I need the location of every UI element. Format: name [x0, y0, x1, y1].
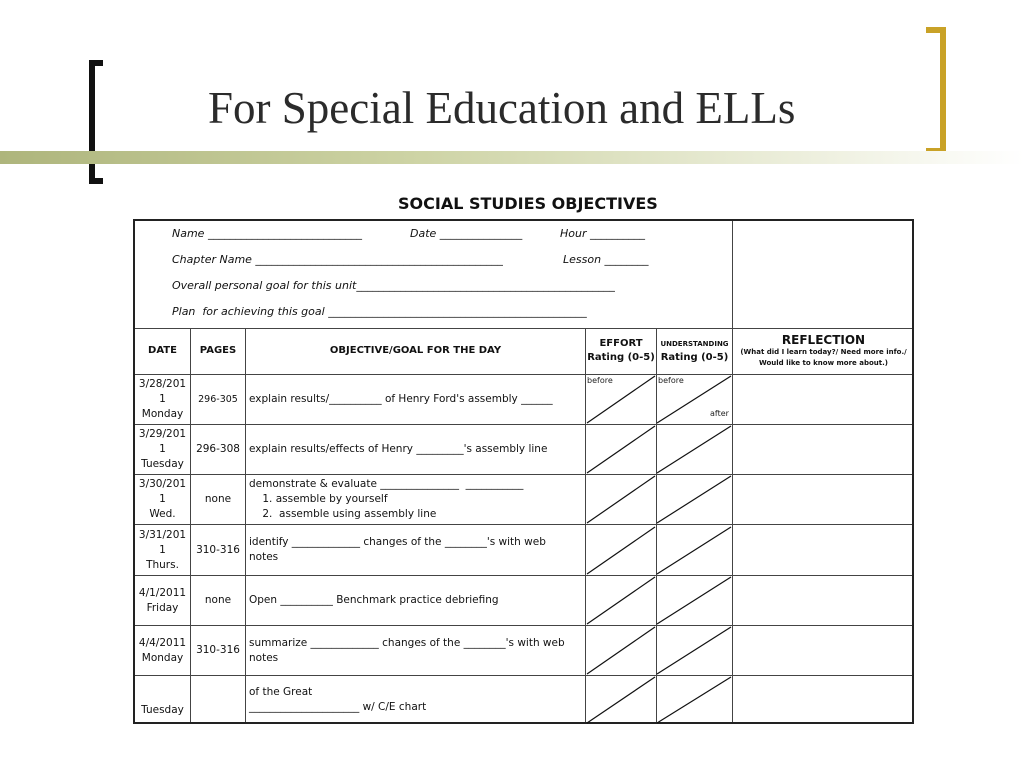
row-date: 4/4/2011 Monday [138, 636, 187, 664]
understanding-slash-4 [657, 527, 731, 574]
effort-slash-4 [587, 527, 655, 574]
row-objective: explain results/effects of Henry _________'s assembly line [249, 443, 548, 455]
column-header-objective: OBJECTIVE/GOAL FOR THE DAY [329, 345, 502, 356]
row-date: 3/29/201 1 Tuesday [138, 428, 187, 470]
effort-slash-7 [587, 677, 655, 723]
hour-field: Hour __________ [560, 227, 645, 240]
name-field: Name ____________________________ [172, 227, 362, 240]
column-header-effort: EFFORT Rating (0-5) [587, 338, 655, 363]
row-objective: summarize _____________ changes of the ________'s with web notes [249, 636, 565, 664]
row-objective: identify _____________ changes of the ________'s with web notes [249, 536, 546, 563]
left-bracket-decoration [89, 60, 103, 184]
understanding-rating: Rating (0-5) [660, 352, 729, 363]
row-objective: of the Great _____________________ w/ C/E chart [249, 686, 427, 713]
lesson-field: Lesson ________ [563, 253, 649, 266]
rating-slashes [135, 221, 914, 724]
row-objective: Open __________ Benchmark practice debriefing [249, 594, 499, 606]
understanding-title: UNDERSTANDING [660, 340, 729, 348]
understanding-slash-6 [657, 627, 731, 674]
understanding-slash-3 [657, 476, 731, 523]
effort-slash-1 [587, 376, 655, 423]
column-header-pages: PAGES [199, 345, 237, 356]
row-date: 3/31/201 1 Thurs. [138, 528, 187, 571]
effort-before-label: before [587, 376, 613, 385]
column-header-date: DATE [148, 345, 177, 356]
row-date: Tuesday [141, 703, 184, 716]
row-date: 4/1/2011 Friday [138, 586, 187, 614]
document-heading: SOCIAL STUDIES OBJECTIVES [398, 194, 658, 213]
row-pages: 310-316 [196, 644, 240, 656]
row-date: 3/30/201 1 Wed. [138, 478, 187, 520]
plan-field: Plan for achieving this goal _______________________________________________ [172, 305, 587, 318]
row-pages: 310-316 [196, 543, 240, 556]
effort-slash-2 [587, 426, 655, 473]
date-field: Date _______________ [410, 227, 523, 240]
reflection-subtitle: (What did I learn today?/ Need more info./ Would like to know more about.) [740, 348, 907, 367]
row-date: 3/28/201 1 Monday [138, 378, 187, 420]
row-pages: 296-308 [196, 443, 240, 455]
effort-slash-5 [587, 577, 655, 624]
slide-title: For Special Education and ELLs [208, 83, 796, 133]
row-pages: none [204, 594, 232, 606]
understanding-before-label: before [658, 376, 684, 385]
right-bracket-decoration [926, 27, 946, 154]
row-objective: demonstrate & evaluate _______________ ___________ 1. assemble by yourself 2. assemble using assembly line [249, 478, 524, 520]
row-objective: explain results/__________ of Henry Ford's assembly ______ [249, 393, 553, 405]
title-underline-bar [0, 151, 1024, 164]
objectives-form [133, 219, 914, 724]
understanding-slash-2 [657, 426, 731, 473]
reflection-title: REFLECTION [781, 333, 866, 347]
chapter-name-field: Chapter Name _____________________________________________ [172, 253, 503, 266]
row-pages: none [204, 493, 232, 505]
understanding-slash-7 [657, 677, 731, 723]
understanding-after-label: after [710, 409, 729, 418]
understanding-slash-1 [657, 376, 731, 423]
personal-goal-field: Overall personal goal for this unit_______________________________________________ [172, 279, 615, 292]
effort-slash-3 [587, 476, 655, 523]
effort-slash-6 [587, 627, 655, 674]
understanding-slash-5 [657, 577, 731, 624]
row-pages: 296-305 [198, 394, 238, 405]
